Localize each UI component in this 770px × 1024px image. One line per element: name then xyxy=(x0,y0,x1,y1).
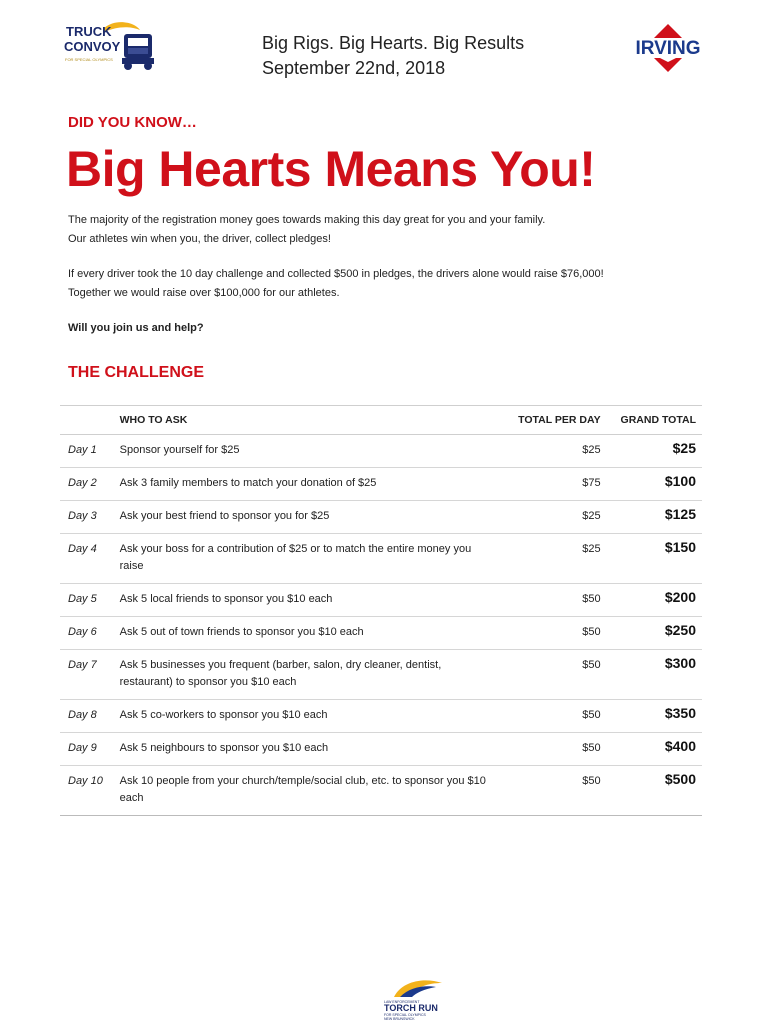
table-row xyxy=(60,650,702,700)
row-who-to-ask: Ask 5 businesses you frequent (barber, salon, dry cleaner, dentist, restaurant) to sponsor you $10 each xyxy=(120,650,497,700)
row-who-to-ask: Ask your boss for a contribution of $25 or to match the entire money you raise xyxy=(120,534,497,584)
header-who-to-ask: WHO TO ASK xyxy=(120,406,497,435)
table-header-row xyxy=(60,406,702,435)
row-total-per-day: $50 xyxy=(496,700,600,733)
row-total-per-day: $50 xyxy=(496,766,600,816)
row-total-per-day: $75 xyxy=(496,468,600,501)
row-who-to-ask: Ask 5 local friends to sponsor you $10 each xyxy=(120,584,497,617)
row-day: Day 2 xyxy=(60,468,120,501)
table-row xyxy=(60,435,702,468)
row-total-per-day: $50 xyxy=(496,650,600,700)
row-who-to-ask: Ask 10 people from your church/temple/social club, etc. to sponsor you $10 each xyxy=(120,766,497,816)
table-row xyxy=(60,534,702,584)
svg-text:IRVING: IRVING xyxy=(635,38,701,59)
challenge-title: THE CHALLENGE xyxy=(68,364,204,381)
header-total-per-day: TOTAL PER DAY xyxy=(496,406,600,435)
row-day: Day 4 xyxy=(60,534,120,584)
row-grand-total: $250 xyxy=(601,617,702,650)
torch-run-logo xyxy=(380,977,456,1021)
svg-text:LAW ENFORCEMENT: LAW ENFORCEMENT xyxy=(384,1000,420,1004)
table-row xyxy=(60,584,702,617)
row-day: Day 8 xyxy=(60,700,120,733)
row-day: Day 5 xyxy=(60,584,120,617)
row-who-to-ask: Ask 3 family members to match your donation of $25 xyxy=(120,468,497,501)
row-grand-total: $400 xyxy=(601,733,702,766)
header-day xyxy=(60,406,120,435)
row-grand-total: $125 xyxy=(601,501,702,534)
row-total-per-day: $25 xyxy=(496,534,600,584)
row-grand-total: $150 xyxy=(601,534,702,584)
challenge-paragraph xyxy=(68,265,604,303)
did-you-know-label: DID YOU KNOW… xyxy=(68,114,197,131)
row-total-per-day: $50 xyxy=(496,733,600,766)
row-day: Day 1 xyxy=(60,435,120,468)
row-total-per-day: $25 xyxy=(496,435,600,468)
irving-logo xyxy=(628,24,708,72)
svg-text:TRUCK: TRUCK xyxy=(66,24,112,39)
row-day: Day 9 xyxy=(60,733,120,766)
header-line-1: Big Rigs. Big Hearts. Big Results xyxy=(262,33,525,53)
row-day: Day 6 xyxy=(60,617,120,650)
row-total-per-day: $25 xyxy=(496,501,600,534)
table-row xyxy=(60,617,702,650)
table-row xyxy=(60,501,702,534)
table-row xyxy=(60,733,702,766)
row-total-per-day: $50 xyxy=(496,584,600,617)
svg-text:NEW BRUNSWICK: NEW BRUNSWICK xyxy=(384,1017,415,1021)
svg-text:FOR SPECIAL OLYMPICS: FOR SPECIAL OLYMPICS xyxy=(65,57,113,62)
row-day: Day 3 xyxy=(60,501,120,534)
intro-line-2: Our athletes win when you, the driver, collect pledges! xyxy=(68,233,331,245)
challenge-table xyxy=(60,405,702,816)
row-who-to-ask: Sponsor yourself for $25 xyxy=(120,435,497,468)
call-to-action: Will you join us and help? xyxy=(68,322,204,334)
row-who-to-ask: Ask 5 out of town friends to sponsor you $10 each xyxy=(120,617,497,650)
row-grand-total: $300 xyxy=(601,650,702,700)
intro-paragraph xyxy=(68,211,545,249)
challenge-line-2: Together we would raise over $100,000 for our athletes. xyxy=(68,287,340,299)
challenge-line-1: If every driver took the 10 day challenge and collected $500 in pledges, the drivers alone would raise $76,000! xyxy=(68,268,604,280)
row-grand-total: $25 xyxy=(601,435,702,468)
row-who-to-ask: Ask 5 co-workers to sponsor you $10 each xyxy=(120,700,497,733)
table-row xyxy=(60,700,702,733)
table-row xyxy=(60,766,702,816)
header-title xyxy=(262,31,524,81)
truck-icon xyxy=(122,34,154,70)
row-day: Day 7 xyxy=(60,650,120,700)
row-total-per-day: $50 xyxy=(496,617,600,650)
headline: Big Hearts Means You! xyxy=(66,141,596,197)
svg-text:CONVOY: CONVOY xyxy=(64,39,121,54)
row-grand-total: $200 xyxy=(601,584,702,617)
header-grand-total: GRAND TOTAL xyxy=(601,406,702,435)
truck-convoy-logo xyxy=(64,20,164,72)
row-day: Day 10 xyxy=(60,766,120,816)
svg-text:FOR SPECIAL OLYMPICS: FOR SPECIAL OLYMPICS xyxy=(384,1013,426,1017)
header-line-2: September 22nd, 2018 xyxy=(262,58,446,78)
table-row xyxy=(60,468,702,501)
row-who-to-ask: Ask your best friend to sponsor you for $25 xyxy=(120,501,497,534)
svg-text:TORCH RUN: TORCH RUN xyxy=(384,1003,438,1013)
row-who-to-ask: Ask 5 neighbours to sponsor you $10 each xyxy=(120,733,497,766)
intro-line-1: The majority of the registration money goes towards making this day great for you and your family. xyxy=(68,214,546,226)
row-grand-total: $100 xyxy=(601,468,702,501)
row-grand-total: $350 xyxy=(601,700,702,733)
row-grand-total: $500 xyxy=(601,766,702,816)
